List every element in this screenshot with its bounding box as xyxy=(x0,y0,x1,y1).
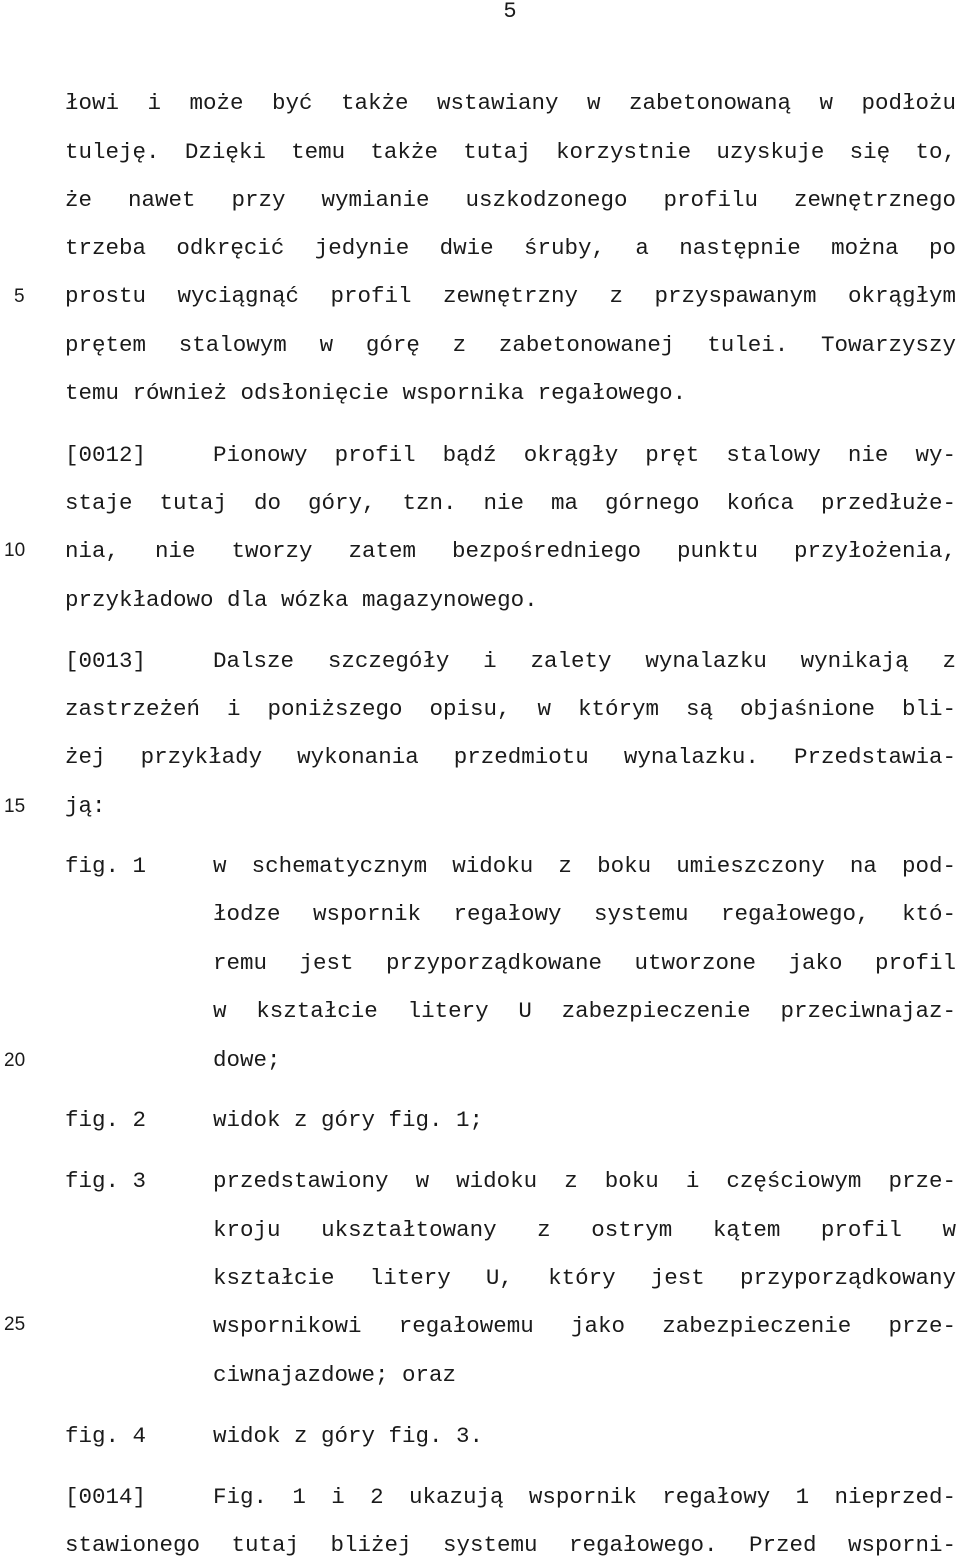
body-text-line: staje tutaj do góry, tzn. nie ma górnego końca przedłuże- xyxy=(65,490,956,516)
body-text-line: Pionowy profil bądź okrągły pręt stalowy nie wy- xyxy=(213,442,956,468)
paragraph-number-0013: [0013] xyxy=(65,648,147,674)
body-text-line: trzeba odkręcić jedynie dwie śruby, a następnie można po xyxy=(65,235,956,261)
figure-description-line: przedstawiony w widoku z boku i częściowym prze- xyxy=(213,1168,956,1194)
body-text-line: nia, nie tworzy zatem bezpośredniego punktu przyłożenia, xyxy=(65,538,956,564)
figure-description-line: kształcie litery U, który jest przyporządkowany xyxy=(213,1265,956,1291)
body-text-line: łowi i może być także wstawiany w zabetonowaną w podłożu xyxy=(65,90,956,116)
figure-description-line: wspornikowi regałowemu jako zabezpieczenie prze- xyxy=(213,1313,956,1339)
line-number-10: 10 xyxy=(4,540,26,561)
body-text-line: Fig. 1 i 2 ukazują wspornik regałowy 1 nieprzed- xyxy=(213,1484,956,1510)
paragraph-number-0014: [0014] xyxy=(65,1484,147,1510)
figure-description-line: remu jest przyporządkowane utworzone jako profil xyxy=(213,950,956,976)
figure-description-line: w kształcie litery U zabezpieczenie przeciwnajaz- xyxy=(213,998,956,1024)
figure-description-line: widok z góry fig. 1; xyxy=(213,1107,484,1133)
body-text-line: zastrzeżeń i poniższego opisu, w którym są objaśnione bli- xyxy=(65,696,956,722)
figure-description-line: dowe; xyxy=(213,1047,281,1073)
body-text-line: żej przykłady wykonania przedmiotu wynalazku. Przedstawia- xyxy=(65,744,956,770)
figure-label-1: fig. 1 xyxy=(65,853,147,879)
line-number-20: 20 xyxy=(4,1050,26,1071)
paragraph-number-0012: [0012] xyxy=(65,442,147,468)
figure-label-2: fig. 2 xyxy=(65,1107,147,1133)
figure-description-line: widok z góry fig. 3. xyxy=(213,1423,484,1449)
figure-description-line: w schematycznym widoku z boku umieszczony na pod- xyxy=(213,853,956,879)
body-text-line: prostu wyciągnąć profil zewnętrzny z przyspawanym okrągłym xyxy=(65,283,956,309)
line-number-15: 15 xyxy=(4,796,26,817)
body-text-line: że nawet przy wymianie uszkodzonego profilu zewnętrznego xyxy=(65,187,956,213)
figure-label-3: fig. 3 xyxy=(65,1168,147,1194)
figure-label-4: fig. 4 xyxy=(65,1423,147,1449)
body-text-line: stawionego tutaj bliżej systemu regałowego. Przed wsporni- xyxy=(65,1532,956,1558)
body-text-line: przykładowo dla wózka magazynowego. xyxy=(65,587,538,613)
page-number: 5 xyxy=(503,0,517,24)
body-text-line: prętem stalowym w górę z zabetonowanej tulei. Towarzyszy xyxy=(65,332,956,358)
figure-description-line: ciwnajazdowe; oraz xyxy=(213,1362,457,1388)
line-number-25: 25 xyxy=(4,1314,26,1335)
body-text-line: Dalsze szczegóły i zalety wynalazku wynikają z xyxy=(213,648,956,674)
body-text-line: temu również odsłonięcie wspornika regałowego. xyxy=(65,380,687,406)
figure-description-line: kroju ukształtowany z ostrym kątem profil w xyxy=(213,1217,956,1243)
body-text-line: tuleję. Dzięki temu także tutaj korzystnie uzyskuje się to, xyxy=(65,139,956,165)
line-number-5: 5 xyxy=(14,286,25,307)
body-text-line: ją: xyxy=(65,793,106,819)
figure-description-line: łodze wspornik regałowy systemu regałowego, któ- xyxy=(213,901,956,927)
